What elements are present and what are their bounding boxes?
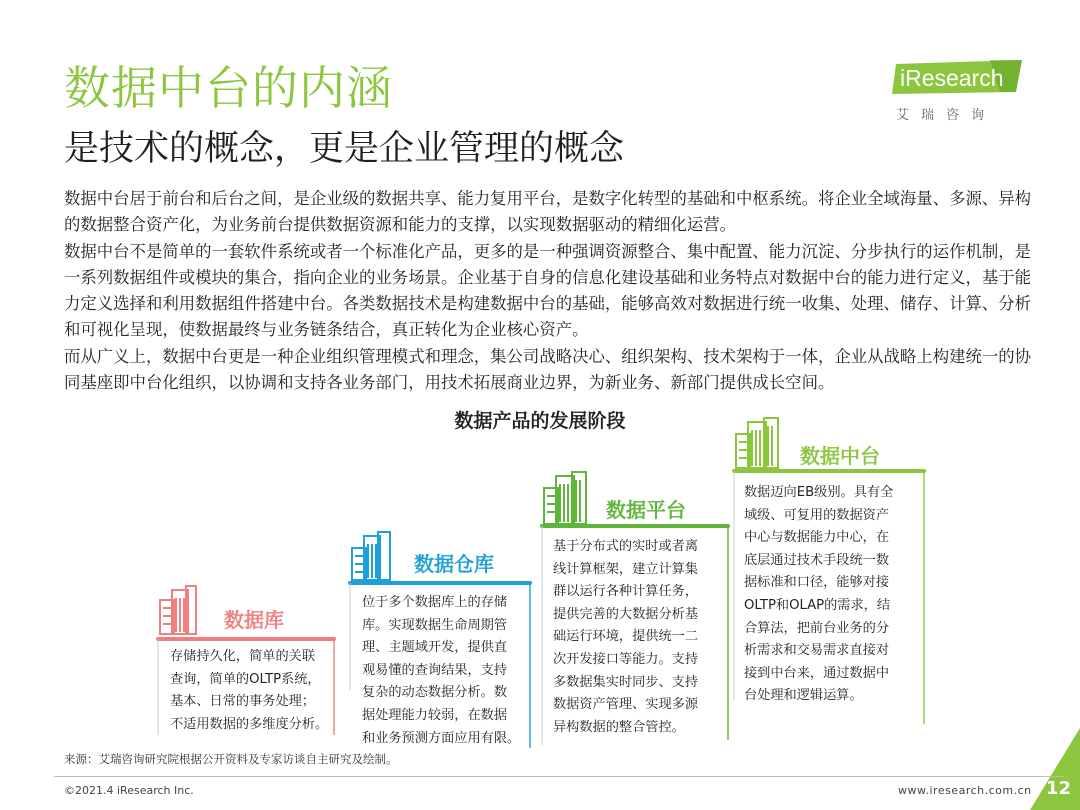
stage-2-line: 理、主题域开发，提供直 xyxy=(362,640,508,656)
stage-4-line: 析需求和交易需求直接对 xyxy=(744,643,890,659)
stage-2-line: 观易懂的查询结果，支持 xyxy=(362,662,508,678)
stage-1-line: 不适用数据的多维度分析。 xyxy=(170,716,329,732)
page-title: 数据中台的内涵 xyxy=(64,61,393,115)
stage-3-line: 异构数据的整合管控。 xyxy=(553,719,685,735)
page-number: 12 xyxy=(1046,778,1072,799)
body-paragraph-1: 数据中台居于前台和后台之间，是企业级的数据共享、能力复用平台，是数字化转型的基础和中枢系统。将企业全域海量、多源、异构的数据整合资产化，为业务前台提供数据资源和能力的支撑，以实现数据驱动的精细化运营。 xyxy=(64,189,1032,235)
building-icon xyxy=(352,532,390,580)
building-icon xyxy=(160,586,196,634)
stage-3-line: 次开发接口等能力。支持 xyxy=(553,651,699,667)
stage-4-line: OLTP和OLAP的需求，结 xyxy=(744,597,891,613)
stage-3-description xyxy=(553,536,725,739)
stage-3-line: 基于分布式的实时或者离 xyxy=(553,539,699,554)
stage-2-line: 复杂的动态数据分析。数 xyxy=(362,685,508,701)
stage-4-line: 底层通过技术手段统一数 xyxy=(744,552,890,568)
source-note: 来源：艾瑞咨询研究院根据公开资料及专家访谈自主研究及绘制。 xyxy=(64,752,398,766)
body-text xyxy=(64,186,1036,396)
stage-3-line: 提供完善的大数据分析基 xyxy=(553,606,699,622)
stage-3-line: 础运行环境，提供统一二 xyxy=(553,629,699,645)
body-paragraph-2: 数据中台不是简单的一套软件系统或者一个标准化产品，更多的是一种强调资源整合、集中配置、能力沉淀、分步执行的运作机制，是一系列数据组件或模块的集合，指向企业的业务场景。企业基于自身的信息化建设基础和业务特点对数据中台的能力进行定义，基于能力定义选择和利用数据组件搭建中台。各类数据技术是构建数据中台的基础，能够高效对数据进行统一收集、处理、储存、计算、分析和可视化呈现，使数据最终与业务链条结合，真正转化为企业核心资产。 xyxy=(64,241,1032,340)
stage-4-line: 接到中台来，通过数据中 xyxy=(744,665,890,681)
stage-3-line: 群以运行各种计算任务， xyxy=(553,584,699,600)
stage-1-line: 基本、日常的事务处理； xyxy=(170,694,316,710)
stage-4-line: 台处理和逻辑运算。 xyxy=(744,688,863,704)
logo-subtitle: 艾瑞咨询 xyxy=(896,108,997,123)
stage-2-line: 和业务预测方面应用有限。 xyxy=(362,730,521,746)
stage-1-line: 查询，简单的OLTP系统， xyxy=(170,671,321,687)
diagram-title: 数据产品的发展阶段 xyxy=(454,410,626,432)
website-link[interactable]: www.iresearch.com.cn xyxy=(898,784,1032,797)
stage-4-line: 数据迈向EB级别。具有全 xyxy=(744,485,894,500)
stage-4-title: 数据中台 xyxy=(800,444,880,468)
stage-1-description xyxy=(170,646,336,736)
iresearch-logo xyxy=(890,58,1040,124)
stage-2-line: 据处理能力较弱，在数据 xyxy=(362,707,508,723)
stage-2-description xyxy=(362,592,528,750)
stage-3-line: 多数据集实时同步、支持 xyxy=(553,674,699,690)
logo-brand: iResearch xyxy=(900,65,1004,91)
copyright-text: ©2021.4 iResearch Inc. xyxy=(64,784,194,797)
footer-divider xyxy=(54,776,1064,777)
logo-mark-icon xyxy=(890,58,1024,98)
stage-1-line: 存储持久化，简单的关联 xyxy=(170,649,316,664)
stage-2-line: 位于多个数据库上的存储 xyxy=(362,595,508,610)
stage-4-line: 域级、可复用的数据资产 xyxy=(744,507,890,523)
stage-3-title: 数据平台 xyxy=(606,498,686,522)
stage-4-line: 中心与数据能力中心，在 xyxy=(744,530,890,546)
stage-3-line: 数据资产管理、实现多源 xyxy=(553,697,699,713)
stage-1-title: 数据库 xyxy=(224,608,284,632)
stage-4-description xyxy=(744,482,922,708)
stage-2-line: 库。实现数据生命周期管 xyxy=(362,617,508,633)
body-paragraph-3: 而从广义上，数据中台更是一种企业组织管理模式和理念，集公司战略决心、组织架构、技术架构于一体，企业从战略上构建统一的协同基座即中台化组织，以协调和支持各业务部门，用技术拓展商业边界，为新业务、新部门提供成长空间。 xyxy=(64,346,1032,393)
stage-4-line: 合算法，把前台业务的分 xyxy=(744,620,890,636)
stage-2-title: 数据仓库 xyxy=(414,552,494,576)
page-subtitle: 是技术的概念，更是企业管理的概念 xyxy=(64,129,625,169)
stage-3-line: 线计算框架，建立计算集 xyxy=(553,561,699,577)
building-icon xyxy=(544,472,586,524)
stage-4-line: 据标准和口径，能够对接 xyxy=(744,575,890,591)
